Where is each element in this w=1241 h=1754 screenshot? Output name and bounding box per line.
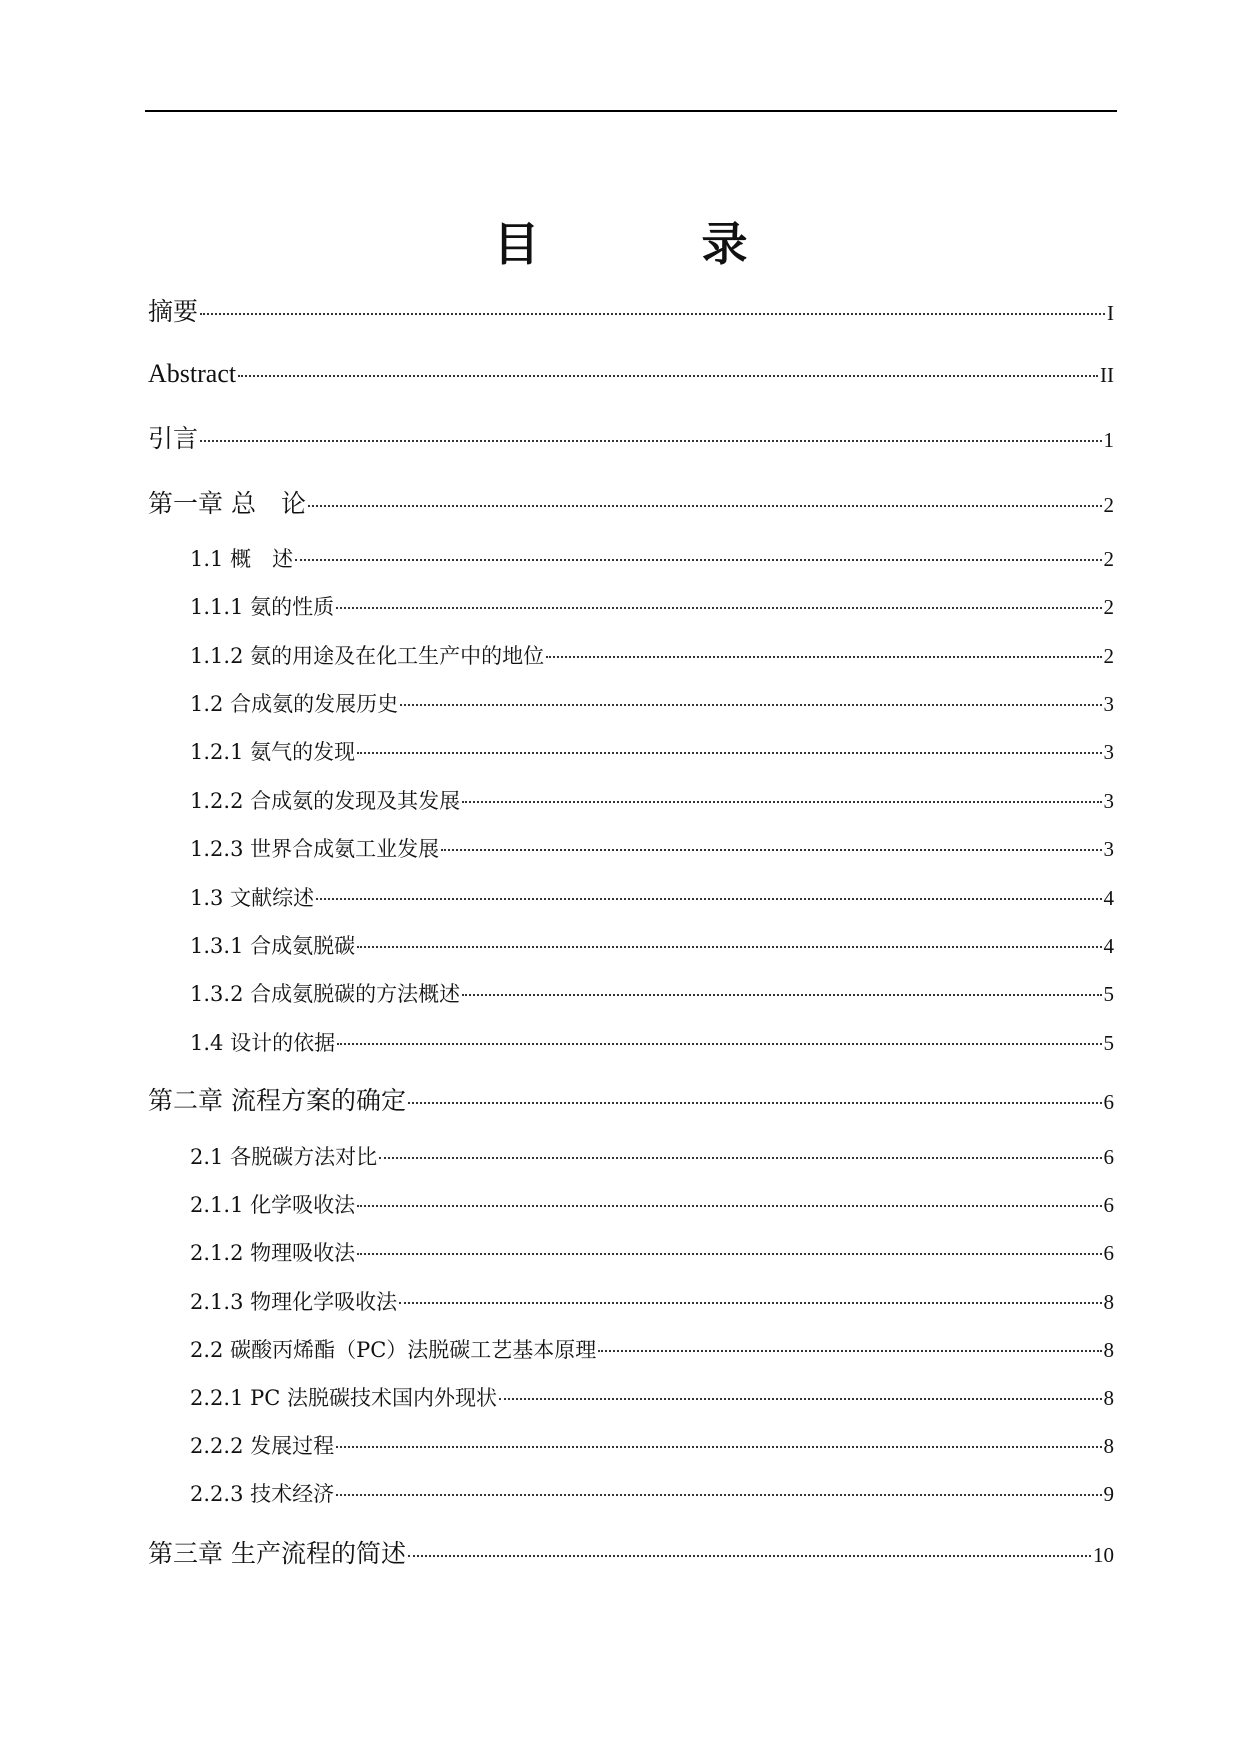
toc-entry-page: 10 (1093, 1543, 1114, 1567)
toc-entry-label: 2.1.3 物理化学吸收法 (190, 1290, 398, 1314)
toc-entry-page: 3 (1103, 740, 1114, 764)
toc-entry-label: 2.1.2 物理吸收法 (190, 1241, 356, 1265)
toc-entry-label: 第一章 总 论 (148, 489, 306, 518)
toc-entry-section-2-2-3[interactable] (190, 1478, 1114, 1510)
dot-leader (336, 1494, 1101, 1496)
toc-entry-chapter-3[interactable] (148, 1536, 1114, 1572)
dot-leader (408, 1555, 1091, 1557)
toc-entry-label: 1.1.1 氨的性质 (190, 595, 335, 619)
toc-entry-label: 1.2.1 氨气的发现 (190, 740, 356, 764)
toc-entry-section-1-2[interactable] (190, 688, 1114, 720)
toc-entry-page: 2 (1103, 547, 1114, 571)
toc-entry-page: 6 (1103, 1241, 1114, 1265)
toc-entry-label: Abstract (148, 359, 237, 388)
dot-leader (337, 1043, 1101, 1045)
toc-entry-page: 1 (1103, 428, 1114, 452)
toc-entry-label: 2.2.2 发展过程 (190, 1434, 335, 1458)
dot-leader (400, 704, 1101, 706)
toc-entry-section-2-1-1[interactable] (190, 1189, 1114, 1221)
toc-entry-label: 2.1.1 化学吸收法 (190, 1193, 356, 1217)
toc-entry-label: 1.2.2 合成氨的发现及其发展 (190, 789, 461, 813)
dot-leader (238, 375, 1098, 377)
toc-entry-label: 1.1.2 氨的用途及在化工生产中的地位 (190, 644, 545, 668)
toc-entry-section-2-2-1[interactable] (190, 1382, 1114, 1414)
toc-entry-label: 1.3.1 合成氨脱碳 (190, 934, 356, 958)
toc-entry-section-1-2-1[interactable] (190, 736, 1114, 768)
toc-entry-page: 9 (1103, 1482, 1114, 1506)
toc-entry-section-1-2-3[interactable] (190, 833, 1114, 865)
toc-entry-chapter-2[interactable] (148, 1083, 1114, 1119)
dot-leader (357, 946, 1101, 948)
toc-entry-page: 8 (1103, 1290, 1114, 1314)
toc-entry-section-2-1-2[interactable] (190, 1237, 1114, 1269)
toc-entry-section-2-2[interactable] (190, 1334, 1114, 1366)
toc-entry-abstract-cn[interactable] (148, 294, 1114, 330)
toc-entry-page: 8 (1103, 1338, 1114, 1362)
toc-entry-section-1-3[interactable] (190, 882, 1114, 914)
dot-leader (499, 1398, 1102, 1400)
dot-leader (462, 994, 1101, 996)
toc-entry-label: 1.1 概 述 (190, 547, 294, 571)
dot-leader (308, 505, 1102, 507)
toc-entry-page: 2 (1103, 595, 1114, 619)
toc-entry-page: 8 (1103, 1386, 1114, 1410)
toc-entry-section-1-3-1[interactable] (190, 930, 1114, 962)
toc-entry-label: 1.4 设计的依据 (190, 1031, 336, 1055)
dot-leader (295, 559, 1101, 561)
toc-entry-section-1-1-1[interactable] (190, 591, 1114, 623)
toc-entry-label: 1.3 文献综述 (190, 886, 315, 910)
toc-entry-chapter-1[interactable] (148, 486, 1114, 522)
toc-entry-page: 5 (1103, 982, 1114, 1006)
dot-leader (357, 1253, 1101, 1255)
dot-leader (336, 1446, 1101, 1448)
toc-entry-section-1-1-2[interactable] (190, 640, 1114, 672)
toc-entry-abstract-en[interactable] (148, 356, 1114, 392)
toc-entry-page: 3 (1103, 789, 1114, 813)
dot-leader (598, 1350, 1101, 1352)
toc-entry-label: 1.2.3 世界合成氨工业发展 (190, 837, 440, 861)
dot-leader (336, 607, 1101, 609)
toc-entry-page: 3 (1103, 692, 1114, 716)
dot-leader (462, 801, 1101, 803)
toc-entry-page: 5 (1103, 1031, 1114, 1055)
toc-entry-page: 3 (1103, 837, 1114, 861)
toc-entry-page: 4 (1103, 934, 1114, 958)
dot-leader (408, 1102, 1102, 1104)
dot-leader (200, 313, 1105, 315)
toc-entry-section-1-3-2[interactable] (190, 978, 1114, 1010)
toc-entry-label: 2.2 碳酸丙烯酯（PC）法脱碳工艺基本原理 (190, 1338, 597, 1362)
dot-leader (441, 849, 1101, 851)
toc-entry-section-2-1[interactable] (190, 1141, 1114, 1173)
toc-entry-section-1-2-2[interactable] (190, 785, 1114, 817)
toc-entry-page: 6 (1103, 1145, 1114, 1169)
page-title: 目 录 (493, 216, 806, 271)
toc-entry-page: 6 (1103, 1090, 1114, 1114)
dot-leader (357, 1205, 1101, 1207)
toc-entry-label: 1.3.2 合成氨脱碳的方法概述 (190, 982, 461, 1006)
toc-entry-page: I (1107, 301, 1114, 325)
dot-leader (316, 898, 1101, 900)
toc-entry-label: 第二章 流程方案的确定 (148, 1086, 406, 1115)
toc-entry-section-1-4[interactable] (190, 1027, 1114, 1059)
toc-entry-page: 2 (1103, 644, 1114, 668)
toc-entry-label: 引言 (148, 424, 199, 453)
toc-entry-label: 2.2.1 PC 法脱碳技术国内外现状 (190, 1386, 497, 1410)
toc-entry-label: 摘要 (148, 297, 199, 326)
toc-entry-section-2-1-3[interactable] (190, 1286, 1114, 1318)
toc-entry-section-2-2-2[interactable] (190, 1430, 1114, 1462)
toc-entry-page: 8 (1103, 1434, 1114, 1458)
toc-entry-page: II (1100, 363, 1114, 387)
dot-leader (379, 1157, 1101, 1159)
toc-entry-introduction[interactable] (148, 421, 1114, 457)
toc-entry-page: 2 (1103, 493, 1114, 517)
toc-entry-page: 4 (1103, 886, 1114, 910)
dot-leader (546, 656, 1101, 658)
toc-entry-label: 1.2 合成氨的发展历史 (190, 692, 399, 716)
toc-entry-page: 6 (1103, 1193, 1114, 1217)
toc-entry-label: 2.1 各脱碳方法对比 (190, 1145, 378, 1169)
dot-leader (399, 1302, 1101, 1304)
toc-entry-section-1-1[interactable] (190, 543, 1114, 575)
dot-leader (357, 752, 1101, 754)
dot-leader (200, 440, 1101, 442)
toc-entry-label: 第三章 生产流程的简述 (148, 1539, 406, 1568)
toc-entry-label: 2.2.3 技术经济 (190, 1482, 335, 1506)
